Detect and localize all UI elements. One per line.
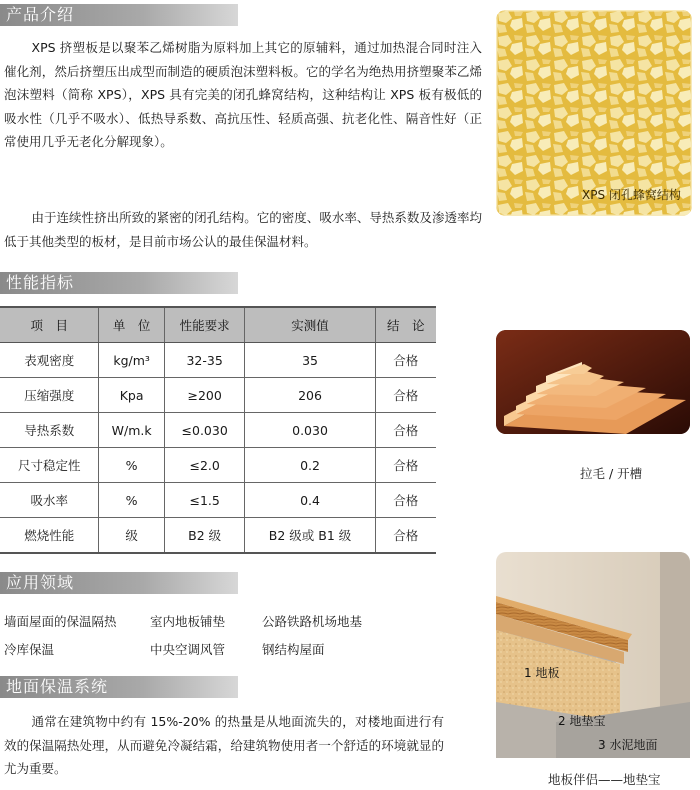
cell-requirement: ≥200 xyxy=(164,378,245,413)
section-title-floor: 地面保温系统 xyxy=(0,676,238,698)
cell-measured: B2 级或 B1 级 xyxy=(245,518,375,554)
floor-paragraph: 通常在建筑物中约有 15%-20% 的热量是从地面流失的，对楼地面进行有效的保温隔热处理，从而避免冷凝结霜，给建筑物使用者一个舒适的环境就显的尤为重要。 xyxy=(4,714,444,776)
cell-conclusion: 合格 xyxy=(375,448,436,483)
table-row xyxy=(0,483,436,518)
cell-conclusion: 合格 xyxy=(375,483,436,518)
header-conclusion: 结 论 xyxy=(375,307,436,343)
cell-item: 表观密度 xyxy=(0,343,99,378)
board-stack-drawing xyxy=(496,330,690,434)
cell-conclusion: 合格 xyxy=(375,518,436,554)
table-row xyxy=(0,413,436,448)
table-row xyxy=(0,343,436,378)
cell-item: 燃烧性能 xyxy=(0,518,99,554)
application-cold-storage: 冷库保温 xyxy=(4,642,55,657)
header-item: 项 目 xyxy=(0,307,99,343)
cell-unit: W/m.k xyxy=(99,413,164,448)
header-measured: 实测值 xyxy=(245,307,375,343)
floor-label-wood: 1 地板 xyxy=(524,666,560,680)
application-hvac-duct: 中央空调风管 xyxy=(150,642,226,657)
cell-unit: Kpa xyxy=(99,378,164,413)
floor-label-cement: 3 水泥地面 xyxy=(598,738,658,752)
cell-conclusion: 合格 xyxy=(375,378,436,413)
honeycomb-structure-image xyxy=(496,10,692,216)
cell-measured: 0.030 xyxy=(245,413,375,448)
cell-item: 吸水率 xyxy=(0,483,99,518)
table-row xyxy=(0,518,436,554)
cell-item: 尺寸稳定性 xyxy=(0,448,99,483)
application-road-rail-airport: 公路铁路机场地基 xyxy=(262,614,363,629)
header-requirement: 性能要求 xyxy=(164,307,245,343)
cell-measured: 35 xyxy=(245,343,375,378)
spec-table xyxy=(0,306,436,554)
cell-item: 压缩强度 xyxy=(0,378,99,413)
cell-unit: 级 xyxy=(99,518,164,554)
table-header-row xyxy=(0,307,436,343)
header-unit: 单 位 xyxy=(99,307,164,343)
cell-requirement: B2 级 xyxy=(164,518,245,554)
floor-label-pad: 2 地垫宝 xyxy=(558,714,606,728)
intro-paragraph-2: 由于连续性挤出所致的紧密的闭孔结构。它的密度、吸水率、导热系数及渗透率均低于其他类型的板材，是目前市场公认的最佳保温材料。 xyxy=(4,210,482,249)
xps-board-stack-image xyxy=(496,330,690,434)
cell-item: 导热系数 xyxy=(0,413,99,448)
cell-requirement: ≤0.030 xyxy=(164,413,245,448)
section-title-application: 应用领域 xyxy=(0,572,238,594)
floor-image-caption: 地板伴侣——地垫宝 xyxy=(548,772,661,787)
cell-conclusion: 合格 xyxy=(375,413,436,448)
table-row xyxy=(0,378,436,413)
application-wall-roof: 墙面屋面的保温隔热 xyxy=(4,614,117,629)
cell-unit: kg/m³ xyxy=(99,343,164,378)
honeycomb-caption: XPS 闭孔蜂窝结构 xyxy=(582,188,681,202)
cell-requirement: ≤1.5 xyxy=(164,483,245,518)
cell-requirement: 32-35 xyxy=(164,343,245,378)
application-indoor-floor: 室内地板铺垫 xyxy=(150,614,226,629)
cell-unit: % xyxy=(99,483,164,518)
cell-measured: 0.2 xyxy=(245,448,375,483)
floor-layers-image xyxy=(496,552,690,758)
cell-conclusion: 合格 xyxy=(375,343,436,378)
cell-measured: 0.4 xyxy=(245,483,375,518)
cell-unit: % xyxy=(99,448,164,483)
cell-requirement: ≤2.0 xyxy=(164,448,245,483)
board-stack-caption: 拉毛 / 开槽 xyxy=(580,466,643,481)
section-title-performance: 性能指标 xyxy=(0,272,238,294)
cell-measured: 206 xyxy=(245,378,375,413)
application-steel-roof: 钢结构屋面 xyxy=(262,642,325,657)
intro-paragraph-1: XPS 挤塑板是以聚苯乙烯树脂为原料加上其它的原辅料，通过加热混合同时注入催化剂，然后挤塑压出成型而制造的硬质泡沫塑料板。它的学名为绝热用挤塑聚苯乙烯泡沫塑料（简称 XPS），XPS 具有完美的闭孔蜂窝结构，这种结构让 XPS 板有极低的吸水性（几乎不吸水）、低热导系数、高抗压性、轻质高强、抗老化性、隔音性好（正常使用几乎无老化分解现象）。 xyxy=(4,40,482,149)
section-title-intro: 产品介绍 xyxy=(0,4,238,26)
table-row xyxy=(0,448,436,483)
